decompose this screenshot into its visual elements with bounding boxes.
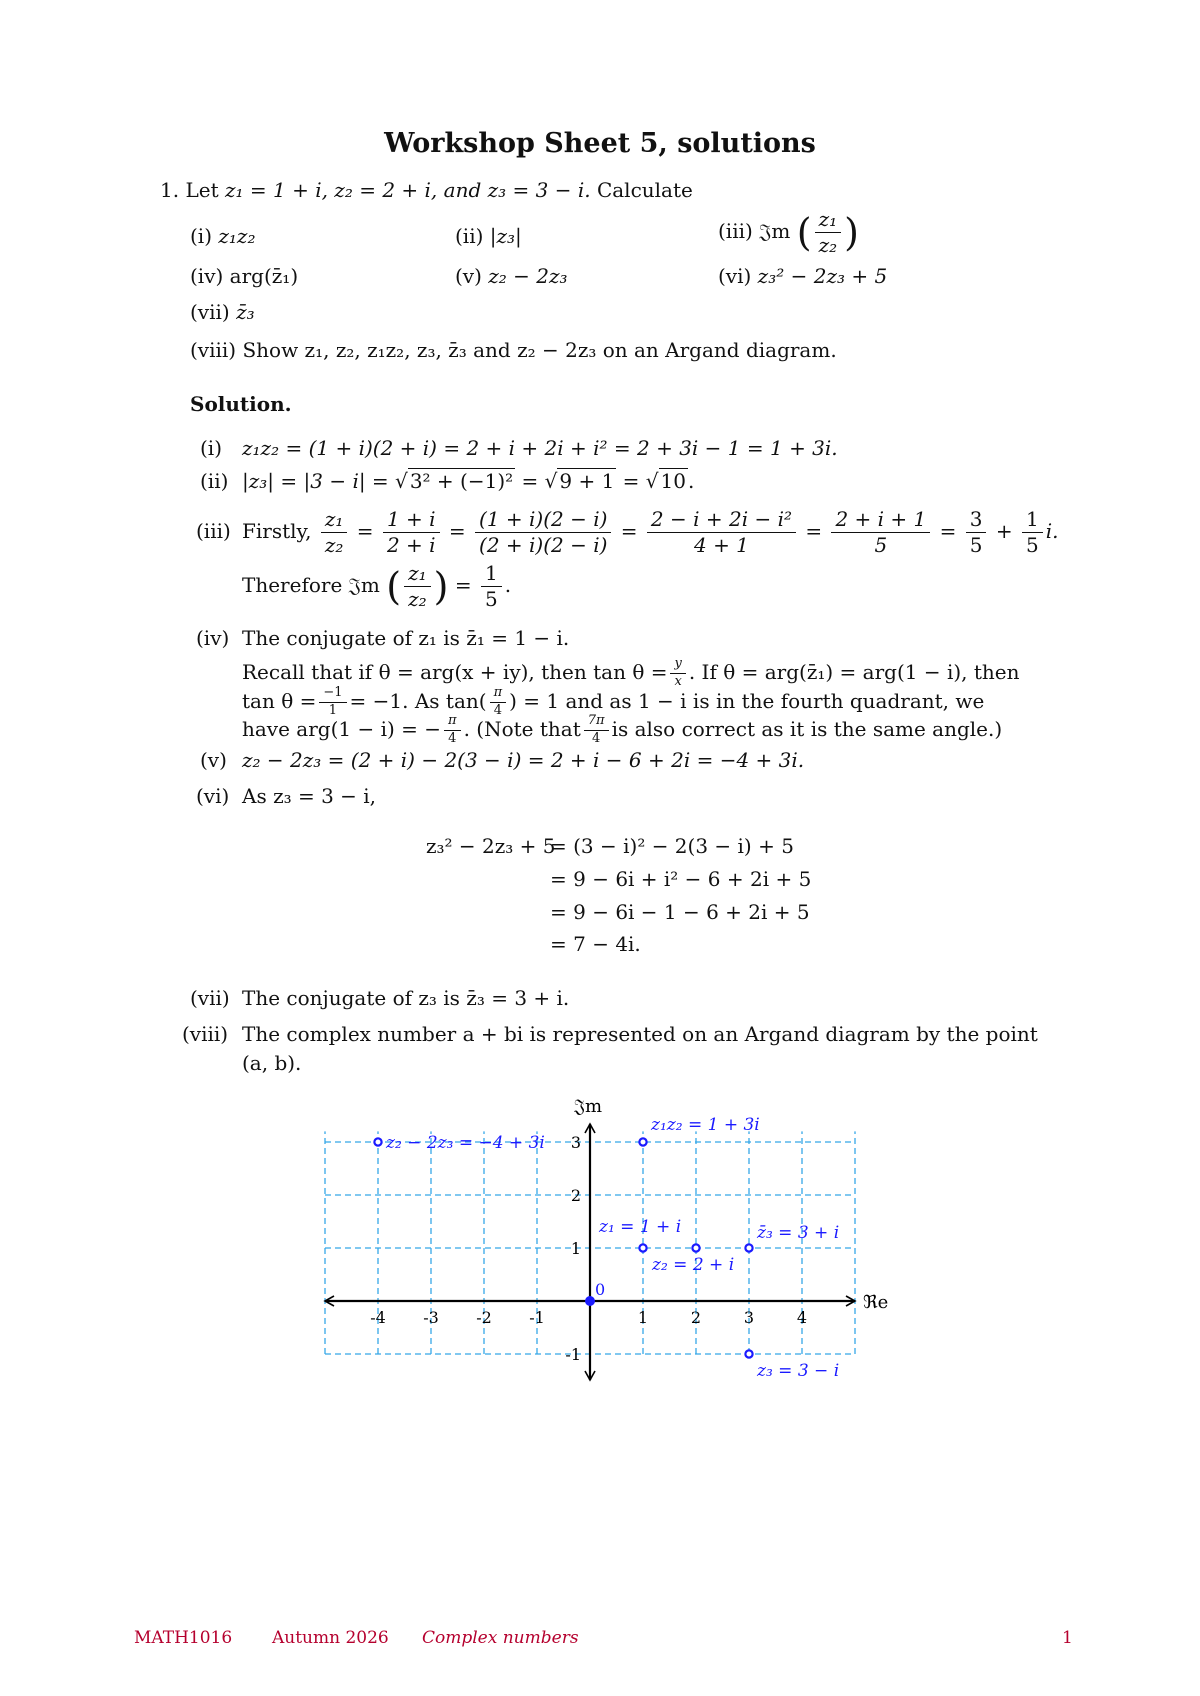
solution-label: (ii) xyxy=(200,469,229,493)
solution-viii-line2: (a, b). xyxy=(242,1051,302,1075)
sqrt-expr: 10 xyxy=(660,469,686,493)
part-label: (i) xyxy=(190,224,213,248)
x-tick-label: 3 xyxy=(743,1308,755,1327)
part-expr: |z₃| xyxy=(489,224,522,248)
solution-text: The conjugate of z₁ is z̄₁ = 1 − i. xyxy=(242,626,570,650)
x-tick-label: 4 xyxy=(796,1308,808,1327)
solution-text: have arg(1 − i) = − xyxy=(242,716,442,741)
fraction: $\frac{\text{z₁}}{\text{z₂}}$ xyxy=(321,508,348,557)
solution-label: (iii) xyxy=(196,519,231,543)
data-point-label: z₁z₂ = 1 + 3i xyxy=(651,1115,760,1135)
page-title: Workshop Sheet 5, solutions xyxy=(384,128,816,159)
solution-text: Recall that if θ = arg(x + iy), then tan θ = xyxy=(242,659,668,684)
data-point xyxy=(745,1350,752,1357)
part-expr: 𝔍m xyxy=(759,219,791,243)
fraction: $\frac{1}{5}$ xyxy=(1022,508,1043,557)
solution-vi-line: = (3 − i)² − 2(3 − i) + 5 xyxy=(550,834,794,858)
fraction: $\frac{\text{z₁}}{\text{z₂}}$ xyxy=(815,208,842,257)
footer-topic: Complex numbers xyxy=(422,1628,579,1648)
data-point-label: z₁ = 1 + i xyxy=(599,1217,682,1237)
equals: = xyxy=(521,469,539,493)
x-tick-label: 1 xyxy=(637,1308,649,1327)
fraction: $\frac{\text{2 − i + 2i − i²}}{4 + 1}$ xyxy=(647,508,796,557)
part-label: (vi) xyxy=(718,264,752,288)
real-axis-label: ℜe xyxy=(863,1292,889,1313)
fraction: $\frac{2 + i + 1}{5}$ xyxy=(831,508,930,557)
solution-label: (vii) xyxy=(190,986,230,1010)
solution-text: . If θ = arg(z̄₁) = arg(1 − i), then xyxy=(688,659,1020,684)
solution-text: . (Note that xyxy=(463,716,581,741)
data-point-label: z₂ − 2z₃ = −4 + 3i xyxy=(386,1133,545,1153)
sqrt-expr: 3² + (−1)² xyxy=(409,469,514,493)
origin-label: 0 xyxy=(595,1280,606,1299)
footer-page-number: 1 xyxy=(1062,1628,1073,1648)
solution-vi-line: = 9 − 6i + i² − 6 + 2i + 5 xyxy=(550,867,812,891)
origin-point xyxy=(585,1296,595,1306)
x-tick-label: -1 xyxy=(529,1308,545,1327)
part-label: (ii) xyxy=(455,224,484,248)
part-expr: Show z₁, z₂, z₁z₂, z₃, z̄₃ and z₂ − 2z₃ on an Argand diagram. xyxy=(242,338,837,362)
solution-heading: Solution. xyxy=(190,392,292,416)
data-point xyxy=(745,1244,752,1251)
part-expr: z₁z₂ xyxy=(218,224,256,248)
fraction: $\frac{\pi}{4}$ xyxy=(490,686,507,719)
part-label: (v) xyxy=(455,264,482,288)
data-point xyxy=(692,1244,699,1251)
imaginary-axis-label: 𝔍m xyxy=(574,1096,603,1117)
y-tick-label: 2 xyxy=(570,1186,581,1205)
solution-ii: (ii) |z₃| = |3 − i| = √ 3² + (−1)² = √ 9 + 1 = √ 10 . xyxy=(200,469,695,493)
solution-text: As z₃ = 3 − i, xyxy=(242,784,377,808)
part-label: (vii) xyxy=(190,300,230,324)
fraction: $\frac{1 + i}{2 + i}$ xyxy=(383,508,440,557)
data-point xyxy=(639,1244,646,1251)
solution-vi-line: = 9 − 6i − 1 − 6 + 2i + 5 xyxy=(550,900,810,924)
fraction: $\frac{y}{x}$ xyxy=(670,657,685,690)
x-tick-label: -3 xyxy=(423,1308,439,1327)
solution-vi-lhs: z₃² − 2z₃ + 5 xyxy=(426,834,556,858)
data-point xyxy=(374,1138,381,1145)
period: . xyxy=(687,469,695,493)
fraction: $\frac{3}{5}$ xyxy=(966,508,987,557)
data-point-label: z̄₃ = 3 + i xyxy=(757,1223,840,1243)
fraction: $\frac{7\pi}{4}$ xyxy=(584,714,609,747)
data-point-label: z₂ = 2 + i xyxy=(652,1255,735,1275)
part-iii: (iii) 𝔍m ( $\frac{\text{z₁}}{\text{z₂}}$ ) xyxy=(718,207,859,257)
solution-label: (iv) xyxy=(196,626,230,650)
fraction: $\frac{1}{5}$ xyxy=(481,562,502,611)
plus: + xyxy=(995,519,1013,543)
part-expr: z̄₃ xyxy=(236,300,255,324)
solution-text: z₂ − 2z₃ = (2 + i) − 2(3 − i) = 2 + i − 6 + 2i = −4 + 3i. xyxy=(242,748,805,772)
part-expr: z₂ − 2z₃ xyxy=(488,264,568,288)
solution-text: = −1. As tan( xyxy=(349,688,487,713)
solution-text: z₁z₂ = (1 + i)(2 + i) = 2 + i + 2i + i² = 2 + 3i − 1 = 1 + 3i. xyxy=(242,436,838,460)
data-point-label: z₃ = 3 − i xyxy=(757,1361,840,1381)
solution-label: (vi) xyxy=(196,784,230,808)
x-tick-label: -2 xyxy=(476,1308,492,1327)
solution-text: Therefore 𝔍m xyxy=(242,573,380,597)
solution-label: (viii) xyxy=(182,1022,229,1046)
x-tick-label: -4 xyxy=(370,1308,386,1327)
question-number: 1. xyxy=(160,178,180,202)
question-intro-vars: z₁ = 1 + i, z₂ = 2 + i, and z₃ = 3 − i. xyxy=(224,178,591,202)
y-tick-label: 3 xyxy=(570,1133,581,1152)
solution-vi-line: = 7 − 4i. xyxy=(550,932,641,956)
footer-term: Autumn 2026 xyxy=(272,1628,389,1648)
solution-text: |z₃| = |3 − i| = xyxy=(242,469,389,493)
solution-text: The conjugate of z₃ is z̄₃ = 3 + i. xyxy=(242,986,570,1010)
fraction: $\frac{-1}{1}$ xyxy=(319,686,346,719)
part-expr: z₃² − 2z₃ + 5 xyxy=(757,264,888,288)
data-point xyxy=(639,1138,646,1145)
sqrt-expr: 9 + 1 xyxy=(559,469,615,493)
solution-text: i. xyxy=(1045,519,1059,543)
solution-text: tan θ = xyxy=(242,688,317,713)
solution-text: ) = 1 and as 1 − i is in the fourth quadrant, we xyxy=(509,688,985,713)
y-tick-label: 1 xyxy=(570,1239,581,1258)
part-expr: arg(z̄₁) xyxy=(229,264,299,288)
part-label: (iii) xyxy=(718,219,753,243)
fraction: $\frac{\text{z₁}}{\text{z₂}}$ xyxy=(404,562,431,611)
fraction: $\frac{\pi}{4}$ xyxy=(444,714,461,747)
question-intro-prefix: Let xyxy=(185,178,219,202)
solution-text: is also correct as it is the same angle.) xyxy=(611,716,1003,741)
solution-label: (i) xyxy=(200,436,223,460)
y-tick-label: -1 xyxy=(565,1345,581,1364)
part-label: (iv) xyxy=(190,264,224,288)
solution-text: The complex number a + bi is represented on an Argand diagram by the point xyxy=(242,1022,1038,1046)
question-intro-suffix: Calculate xyxy=(596,178,693,202)
solution-label: (v) xyxy=(200,748,227,772)
fraction: $\frac{(1 + i)(2 - i)}{(2 + i)(2 - i)}$ xyxy=(475,508,611,557)
footer-course: MATH1016 xyxy=(134,1628,233,1648)
solution-iii-line2: Therefore 𝔍m ( $\frac{\text{z₁}}{\text{z₂}}$ ) = $\frac{1}{5}$ . xyxy=(242,561,512,611)
solution-iii-line1: (iii) Firstly, $\frac{\text{z₁}}{\text{z₂}}$ = $\frac{1 + i}{2 + i}$ = $\frac{(1 + i)(2 - i)}{(2 + i)(2 - i)}$ = $\frac{\text{2 − i + 2i − i²}}{4 + 1}$ = $\frac{2 + i + 1}{5}$ = $\frac{3}{5}$ + $\frac{1}{5}$ i. xyxy=(196,507,1059,557)
equals: = xyxy=(622,469,640,493)
x-tick-label: 2 xyxy=(690,1308,702,1327)
part-label: (viii) xyxy=(190,338,237,362)
solution-text: Firstly, xyxy=(242,519,312,543)
